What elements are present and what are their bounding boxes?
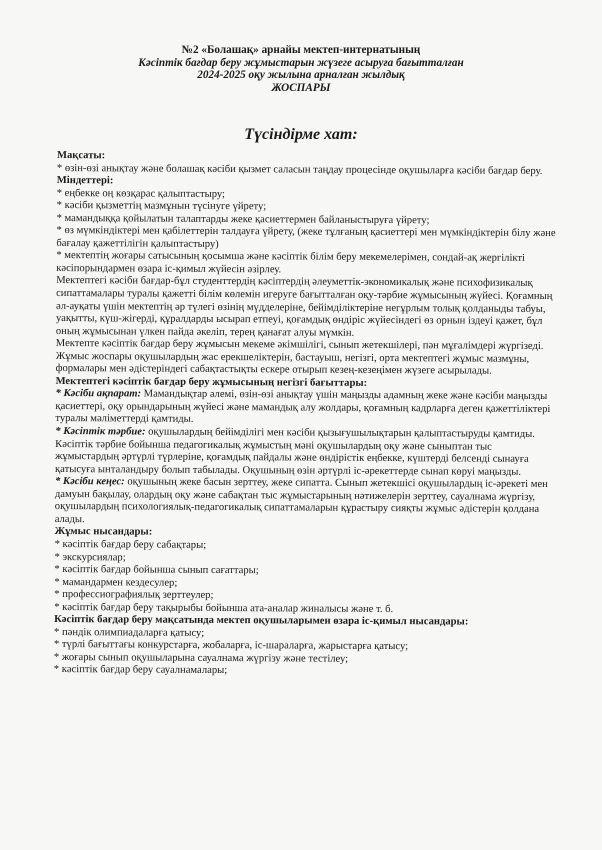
form-item: * кәсіптік бағдар беру сабақтары; — [54, 538, 207, 551]
task-item: * мамандыққа қойылатын талаптарды жеке қасиеттермен байланыстыруға үйрету; — [56, 212, 430, 227]
explanatory-note-title: Түсіндірме хат: — [244, 126, 358, 143]
cooperation-item: * пәндік олимпиадаларға қатысу; — [54, 626, 205, 639]
direction-label: * Кәсіби ақпарат: — [55, 388, 142, 400]
paragraph: Мектептегі кәсіби бағдар-бұл студенттердің кәсіптердің әлеуметтік-экономикалық және психофизикалық сипаттамалары туралы қажетті білім көлемін игеруге бағытталған оқу-тәрбие жұмысының жүйесі. Қоғамның әл-ауқаты үшін мектептің әр түлегі өзінің мүдделеріне, бейімділіктеріне негұрлым толық қолданыды табуы, уақытты, күш-жігерді, құралдарды ысырап етпеуі, қоғамдық өндіріс жүйесіндегі өз орнын іздеуі қажет, бұл оның жұмысынан үлкен пайда әкеліп, терең қанағат алуы мүмкін. — [55, 275, 553, 339]
direction-text: оқушының жеке басын зерттеу, жеке сипатта. Сынып жетекшісі оқушылардың іс-әрекеті мен дамуын бақылау, олардың оқу және сабақтан тыс жұмыстарының нәтижелерін зерттеу, сауалнама жүргізу, оқушылардың психологиялық-педагогикалық сипаттамаларын құрастыру сияқты жұмыс әдістерін қолдана алады. — [54, 476, 548, 526]
form-item: * экскурсиялар; — [54, 551, 126, 563]
form-item: * кәсіптік бағдар бойынша сынып сағаттары; — [54, 564, 259, 577]
form-item: * мамандармен кездесулер; — [54, 576, 178, 589]
goal-heading: Мақсаты: — [56, 150, 106, 162]
form-item: * профессиографиялық зерттеулер; — [54, 589, 214, 602]
paragraph: Жұмыс жоспары оқушылардың жас ерекшеліктерін, бастауыш, негізгі, орта мектептегі жұмыс мазмұны, формалары мен әдістеріндегі сабақтастықты ескере отырып кезең-кезеңімен жүзеге асырылады. — [55, 350, 530, 377]
form-item: * кәсіптік бағдар беру тақырыбы бойынша ата-аналар жиналысы және т. б. — [54, 601, 394, 615]
header-line-purpose: Кәсіптік бағдар беру жұмыстарын жүзеге асыруға бағытталған — [138, 56, 464, 69]
document-header — [0, 44, 602, 94]
direction-item — [55, 476, 555, 529]
goal-text: * өзін-өзі анықтау және болашақ кәсіби қызмет саласын таңдау процесінде оқушыларға кәсіби бағдар беру. — [56, 162, 543, 177]
document-body — [54, 150, 557, 680]
header-line-school: №2 «Болашақ» арнайы мектеп-интернатының — [181, 44, 421, 56]
task-item: * кәсіби қызметтің мазмұнын түсінуге үйрету; — [56, 200, 267, 213]
direction-text: оқушылардың бейімділігі мен кәсіби қызығушылықтарын қалыптастыруды қамтиды. Кәсіптік тәрбие бойынша педагогикалық жұмыстың мәні оқушылардың оқу және сыныптан тыс жұмыстардың әртүрлі түрлеріне, қоғамдық пайдалы және өндірістік еңбекке, күштерді белсенді сынауға қатысуға ынталандыру болып табылады. Оқушының өзін әртүрлі іс-әрекеттерде сынап көруі маңызды. — [55, 426, 535, 478]
direction-label: * Кәсіптік тәрбие: — [55, 426, 146, 438]
direction-text: Мамандықтар әлемі, өзін-өзі анықтау үшін маңызды адамның жеке және кәсіби маңызды қасиеттері, оқу орындарының жүйесі және мамандық алу жолдары, қоғамның кадрларға деген қажеттіліктері туралы мәліметтерді қамтиды. — [55, 388, 551, 426]
cooperation-item: * кәсіптік бағдар беру сауалнамалары; — [53, 664, 228, 677]
paragraph: Мектепте кәсіптік бағдар беру жұмысын мекеме әкімшілігі, сынып жетекшілері, пән мұғалімдері жүргізеді. — [55, 338, 544, 353]
task-item: * өз мүмкіндіктері мен қабілеттерін талдауға үйрету, (жеке тұлғаның қасиеттері мен мүмкіндіктерін білу және бағалау қажеттілігін қалыптастыру) — [56, 225, 556, 250]
direction-item — [55, 426, 555, 479]
header-line-year: 2024-2025 оқу жылына арналған жылдық — [197, 69, 405, 82]
directions-heading: Мектептегі кәсіптік бағдар беру жұмысының негізгі бағыттары: — [55, 375, 368, 389]
cooperation-item: * жоғары сынып оқушыларына сауалнама жүргізу және тестілеу; — [53, 651, 349, 665]
task-item: * еңбекке оң көзқарас қалыптастыру; — [56, 187, 226, 200]
forms-heading: Жұмыс нысандары: — [54, 526, 153, 538]
task-item: * мектептің жоғары сатысының қосымша және кәсіптік білім беру мекемелерімен, сондай-ақ жергілікті кәсіпорындармен өзара іс-қимыл жүйесін әзірлеу. — [56, 250, 526, 276]
direction-item — [55, 388, 555, 429]
tasks-heading: Міндеттері: — [56, 175, 114, 187]
direction-label: * Кәсіби кеңес: — [54, 476, 125, 488]
header-line-plan: ЖОСПАРЫ — [271, 81, 331, 94]
cooperation-item: * түрлі бағыттағы конкурстарға, жобаларға, іс-шараларға, жарыстарға қатысу; — [53, 639, 409, 653]
cooperation-heading: Кәсіптік бағдар беру мақсатында мектеп оқушыларымен өзара іс-қимыл нысандары: — [54, 614, 469, 628]
